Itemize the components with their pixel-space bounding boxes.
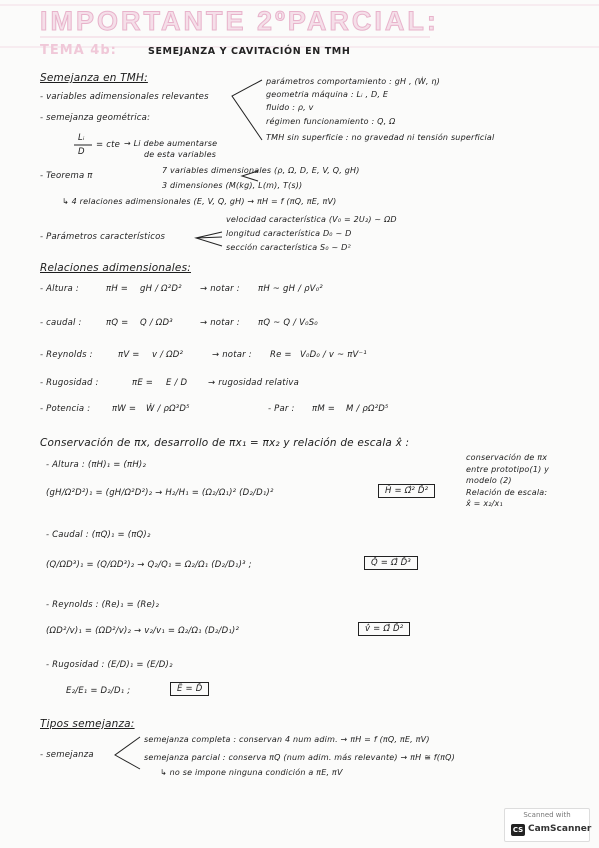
vars-item-5: TMH sin superficie : no gravedad ni tensión superficial [266, 133, 495, 142]
page-title: IMPORTANTE 2ºPARCIAL: [40, 6, 439, 36]
tipos-parcial: semejanza parcial : conserva πQ (num adim. más relevante) → πH ≅ f(πQ) [144, 753, 455, 762]
geo-arrow-text-2: de esta variables [144, 150, 217, 159]
rel-caudal-notar: → notar : [200, 318, 240, 328]
rel-caudal-label: - caudal : [40, 318, 82, 328]
cons-altura-label: - Altura : (πH)₁ = (πH)₂ [46, 460, 147, 470]
vars-item-2: geometria máquina : Lᵢ , D, E [266, 90, 389, 99]
camscanner-badge [504, 808, 590, 842]
teorema-item-1: 7 variables dimensionales (ρ, Ω, D, E, V, Q, gH) [162, 166, 360, 175]
geo-frac-den: D [78, 147, 85, 157]
geo-cte: = cte [96, 140, 121, 150]
rel-reynolds-pi: πV = [118, 350, 140, 360]
box-e: Ê = D̂ [170, 682, 209, 696]
conservacion-note: conservación de πx entre prototipo(1) y modelo (2) Relación de escala: x̂ = x₂/x₁ [466, 453, 550, 508]
rel-caudal-pi: πQ = [106, 318, 129, 328]
section-heading-semejanza: Semejanza en TMH: [40, 72, 148, 84]
box-q: Q̂ = Ω̂ D̂³ [364, 556, 418, 570]
tipos-completa: semejanza completa : conservan 4 num adim. → πH = f (πQ, πE, πV) [144, 735, 430, 744]
rel-reynolds-frac: v / ΩD² [152, 350, 184, 360]
rel-altura-label: - Altura : [40, 284, 79, 294]
teorema-item-3: ↳ 4 relaciones adimensionales (E, V, Q, gH) → πH = f (πQ, πE, πV) [62, 197, 337, 206]
rel-rugosidad-label: - Rugosidad : [40, 378, 99, 388]
section-heading-relaciones: Relaciones adimensionales: [40, 262, 191, 274]
vars-label: - variables adimensionales relevantes [40, 92, 209, 102]
parametros-item-2: longitud característica D₀ ~ D [226, 229, 352, 238]
rel-potencia-frac: Ẇ / ρΩ³D⁵ [146, 404, 190, 414]
geo-label: - semejanza geométrica: [40, 113, 151, 123]
rel-reynolds-label: - Reynolds : [40, 350, 93, 360]
badge-caption: Scanned with [523, 811, 571, 819]
tema-label: TEMA 4b: [40, 43, 117, 58]
rel-altura-pi: πH = [106, 284, 129, 294]
rel-caudal-notar-value: πQ ~ Q / V₀S₀ [258, 318, 318, 328]
box-h: Ĥ = Ω̂² D̂² [378, 484, 435, 498]
rel-reynolds-notar: → notar : [212, 350, 252, 360]
rel-caudal-frac: Q / ΩD³ [140, 318, 173, 328]
rel-altura-frac: gH / Ω²D² [140, 284, 182, 294]
parametros-item-1: velocidad característica (V₀ = 2U₂) ~ ΩD [226, 215, 397, 224]
rel-par-pi: πM = [312, 404, 336, 414]
cons-altura-eq: (gH/Ω²D²)₁ = (gH/Ω²D²)₂ → H₂/H₁ = (Ω₂/Ω₁)² (D₂/D₁)² [46, 488, 274, 498]
rel-par-frac: M / ρΩ²D⁵ [346, 404, 389, 414]
teorema-item-2: 3 dimensiones (M(kg), L(m), T(s)) [162, 181, 303, 190]
box-v: v̂ = Ω̂ D̂² [358, 622, 410, 636]
rel-reynolds-re: Re = [270, 350, 292, 360]
vars-item-1: parámetros comportamiento : gH , (Ẇ, η) [266, 77, 440, 86]
rel-altura-notar: → notar : [200, 284, 240, 294]
cons-rugosidad-eq: E₂/E₁ = D₂/D₁ ; [66, 686, 131, 696]
cons-reynolds-eq: (ΩD²/v)₁ = (ΩD²/v)₂ → v₂/v₁ = Ω₂/Ω₁ (D₂/D₁)² [46, 626, 240, 636]
geo-arrow-text: → Li debe aumentarse [124, 139, 218, 148]
badge-brand [507, 823, 592, 837]
section-heading-tipos: Tipos semejanza: [40, 718, 135, 730]
cons-caudal-label: - Caudal : (πQ)₁ = (πQ)₂ [46, 530, 151, 540]
vars-item-4: régimen funcionamiento : Q, Ω [266, 117, 396, 126]
cons-rugosidad-label: - Rugosidad : (E/D)₁ = (E/D)₂ [46, 660, 173, 670]
tipos-label: - semejanza [40, 750, 94, 760]
rel-potencia-label: - Potencia : [40, 404, 91, 414]
tema-title: SEMEJANZA Y CAVITACIÓN EN TMH [148, 46, 351, 57]
rel-reynolds-notar-value: V₀D₀ / v ~ πV⁻¹ [300, 350, 367, 360]
badge-brand-name: CamScanner [528, 824, 592, 834]
vars-item-3: fluido : ρ, v [266, 103, 314, 112]
rel-rugosidad-pi: πE = [132, 378, 154, 388]
tipos-parcial-note: ↳ no se impone ninguna condición a πE, πV [160, 768, 343, 777]
rel-rugosidad-text: → rugosidad relativa [208, 378, 300, 388]
geo-frac-num: Lᵢ [78, 133, 85, 143]
cons-reynolds-label: - Reynolds : (Re)₁ = (Re)₂ [46, 600, 160, 610]
rel-par-label: - Par : [268, 404, 295, 414]
cons-caudal-eq: (Q/ΩD³)₁ = (Q/ΩD³)₂ → Q₂/Q₁ = Ω₂/Ω₁ (D₂/D₁)³ ; [46, 560, 252, 570]
parametros-label: - Parámetros característicos [40, 232, 166, 242]
rel-potencia-pi: πW = [112, 404, 137, 414]
rel-rugosidad-frac: E / D [166, 378, 188, 388]
teorema-label: - Teorema π [40, 171, 93, 181]
section-heading-conservacion: Conservación de πx, desarrollo de πx₁ = πx₂ y relación de escala x̂ : [40, 437, 410, 449]
camscanner-logo-icon: CS [512, 826, 524, 834]
rel-altura-notar-value: πH ~ gH / ρV₀² [258, 284, 323, 294]
parametros-item-3: sección característica S₀ ~ D² [226, 243, 351, 252]
